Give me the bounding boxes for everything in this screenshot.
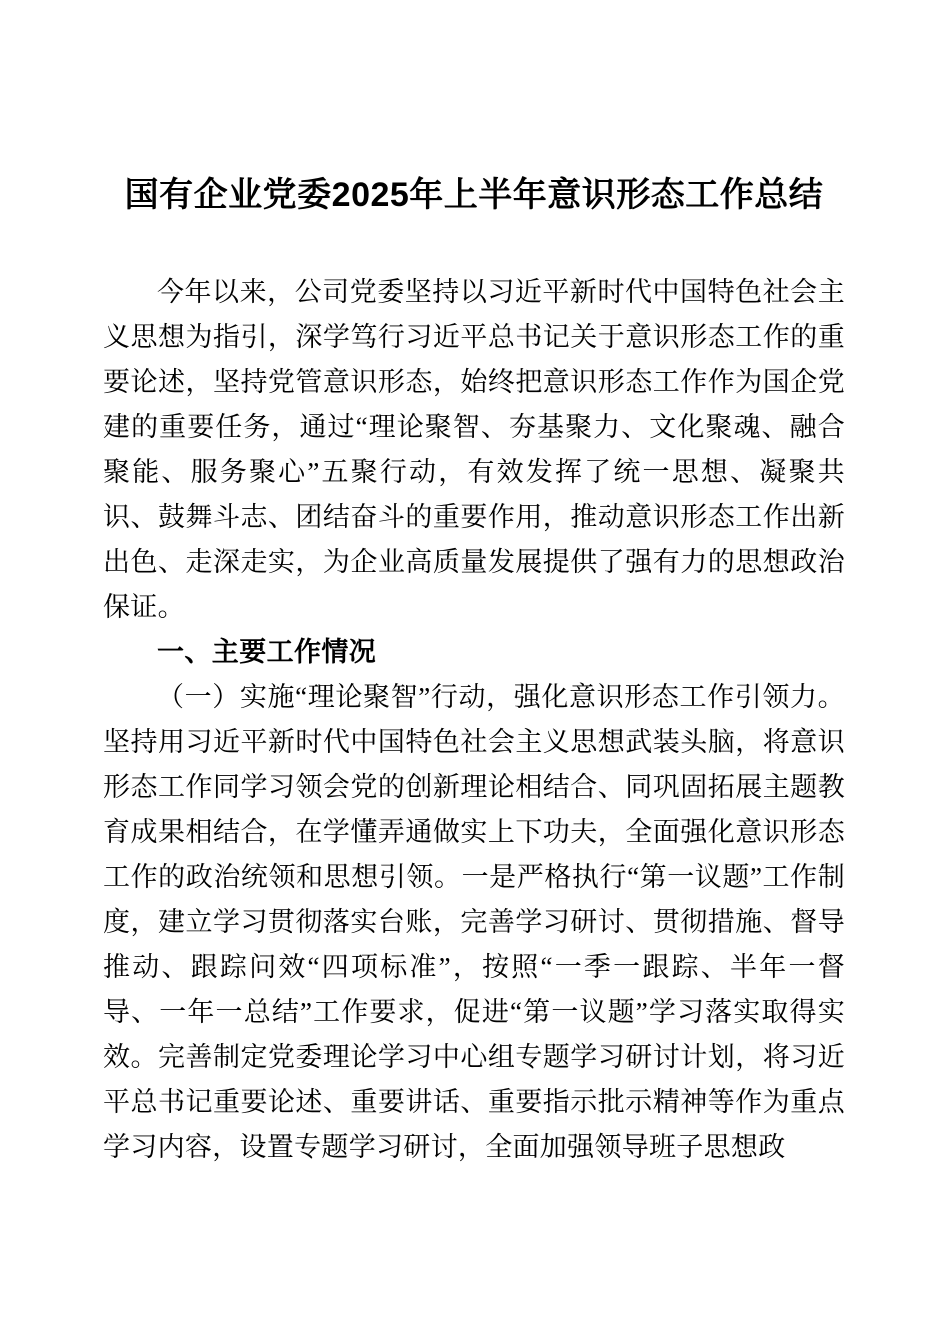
page-title: 国有企业党委2025年上半年意识形态工作总结 bbox=[124, 176, 824, 214]
subsection-paragraph-1: （一）实施“理论聚智”行动，强化意识形态工作引领力。坚持用习近平新时代中国特色社会主义思想武装头脑，将意识形态工作同学习领会党的创新理论相结合、同巩固拓展主题教育成果相结合，在学懂弄通做实上下功夫，全面强化意识形态工作的政治统领和思想引领。一是严格执行“第一议题”工作制度，建立学习贯彻落实台账，完善学习研讨、贯彻措施、督导推动、跟踪问效“四项标准”，按照“一季一跟踪、半年一督导、一年一总结”工作要求，促进“第一议题”学习落实取得实效。完善制定党委理论学习中心组专题学习研讨计划，将习近平总书记重要论述、重要讲话、重要指示批示精神等作为重点学习内容，设置专题学习研讨，全面加强领导班子思想政 bbox=[103, 682, 845, 1162]
opening-paragraph: 今年以来，公司党委坚持以习近平新时代中国特色社会主义思想为指引，深学笃行习近平总书记关于意识形态工作的重要论述，坚持党管意识形态，始终把意识形态工作作为国企党建的重要任务，通过“理论聚智、夯基聚力、文化聚魂、融合聚能、服务聚心”五聚行动，有效发挥了统一思想、凝聚共识、鼓舞斗志、团结奋斗的重要作用，推动意识形态工作出新出色、走深走实，为企业高质量发展提供了强有力的思想政治保证。 bbox=[103, 277, 845, 622]
document-body bbox=[103, 168, 845, 1170]
section-heading-1: 一、主要工作情况 bbox=[157, 637, 377, 667]
